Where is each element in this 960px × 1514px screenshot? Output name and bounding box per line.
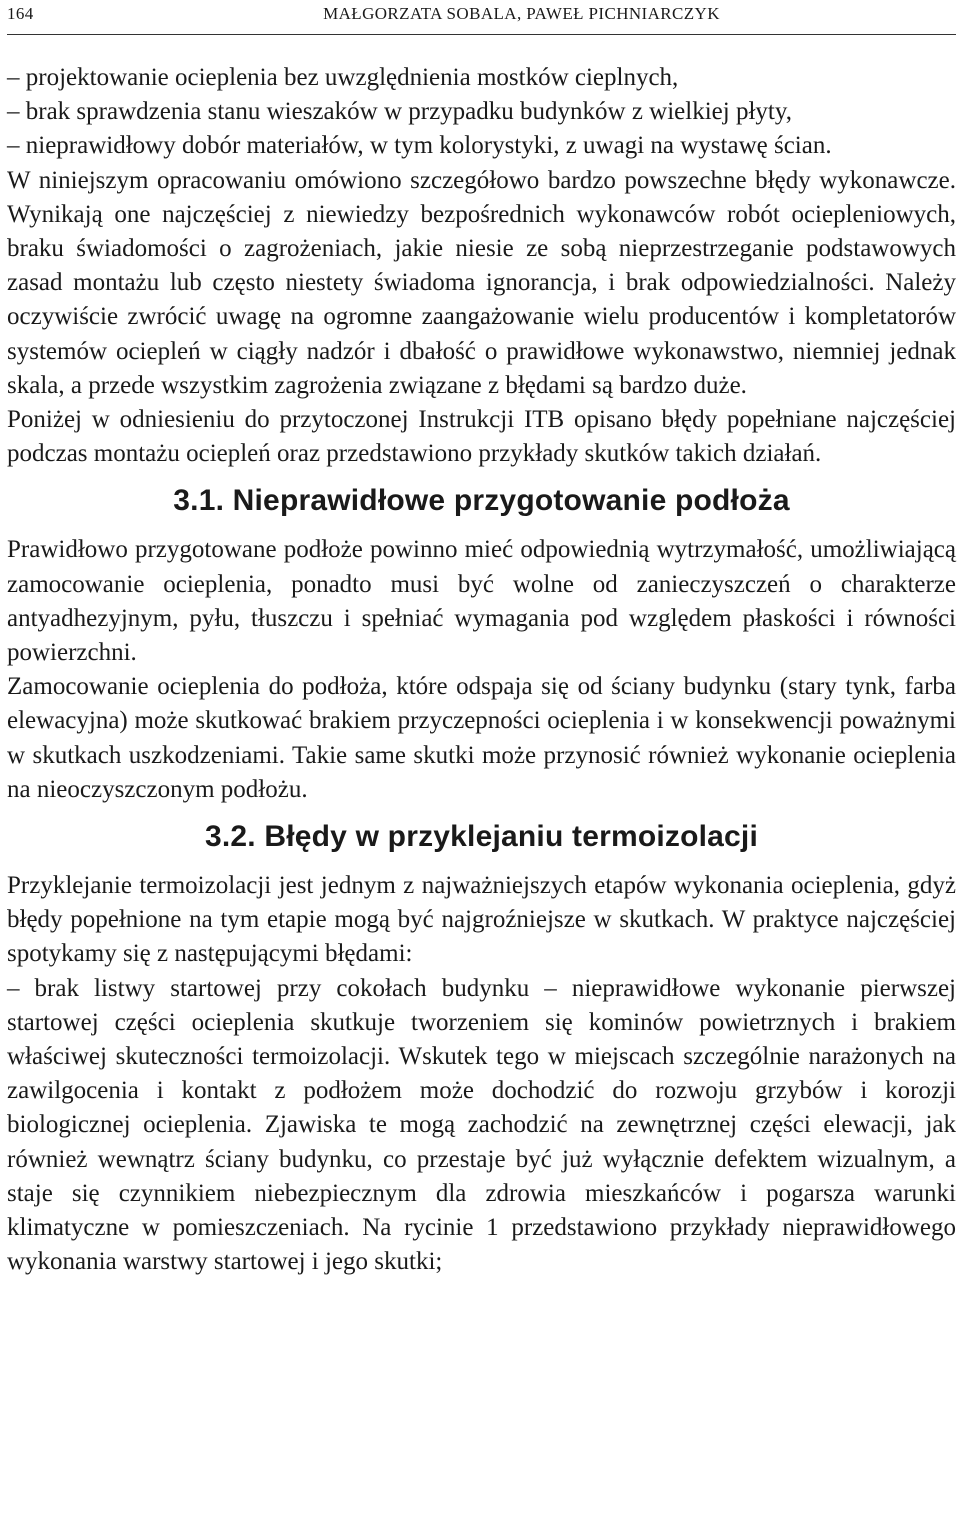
list-item: – brak sprawdzenia stanu wieszaków w przypadku budynków z wielkiej płyty, [7, 98, 792, 126]
paragraph: Przyklejanie termoizolacji jest jednym z najważniejszych etapów wykonania ocieplenia, gdyż błędy popełnione na tym etapie mogą być najgroźniejsze w skutkach. W praktyce najczęściej spotykamy się z następującymi błędami: [7, 872, 956, 968]
running-header [7, 0, 956, 35]
paragraph: Poniżej w odniesieniu do przytoczonej Instrukcji ITB opisano błędy popełniane najczęściej podczas montażu ociepleń oraz przedstawiono przykłady skutków takich działań. [7, 406, 956, 468]
document-body [7, 61, 956, 1280]
running-header-authors: MAŁGORZATA SOBALA, PAWEŁ PICHNIARCZYK [323, 4, 720, 23]
paragraph: W niniejszym opracowaniu omówiono szczegółowo bardzo powszechne błędy wykonawcze. Wynikają one najczęściej z niewiedzy bezpośrednich wykonawców robót ociepleniowych, braku świadomości o zagrożeniach, jakie niesie ze sobą nieprzestrzeganie podstawowych zasad montażu lub często niestety świadoma ignorancja, i brak odpowiedzialności. Należy oczywiście zwrócić uwagę na ogromne zaangażowanie wielu producentów i kompletatorów systemów ociepleń w ciągły nadzór i dbałość o prawidłowe wykonawstwo, niemniej jednak skala, a przede wszystkim zagrożenia związane z błędami są bardzo duże. [7, 166, 956, 399]
section-heading: 3.2. Błędy w przyklejaniu termoizolacji [205, 820, 758, 854]
page-number: 164 [7, 4, 34, 23]
list-item: – projektowanie ocieplenia bez uwzględnienia mostków cieplnych, [7, 64, 679, 91]
intro-list [7, 61, 956, 164]
section-heading: 3.1. Nieprawidłowe przygotowanie podłoża [173, 484, 790, 518]
list-item: – nieprawidłowy dobór materiałów, w tym kolorystyki, z uwagi na wystawę ścian. [7, 132, 832, 160]
paragraph: Prawidłowo przygotowane podłoże powinno mieć odpowiednią wytrzymałość, umożliwiającą zamocowanie ocieplenia, ponadto musi być wolne od zanieczyszczeń o charakterze antyadhezyjnym, pyłu, tłuszczu i spełniać wymagania pod względem płaskości i równości powierzchni. [7, 536, 956, 667]
paragraph: Zamocowanie ocieplenia do podłoża, które odspaja się od ściany budynku (stary tynk, farba elewacyjna) może skutkować brakiem przyczepności ocieplenia i w konsekwencji poważnymi w skutkach uszkodzeniami. Takie same skutki może przynosić również wykonanie ocieplenia na nieoczyszczonym podłożu. [7, 673, 956, 803]
list-item: – brak listwy startowej przy cokołach budynku – nieprawidłowe wykonanie pierwszej startowej części ocieplenia skutkuje tworzeniem się kominów powietrznych i brakiem właściwej skuteczności termoizolacji. Wskutek tego w miejscach szczególnie narażonych na zawilgocenia i kontakt z podłożem może dochodzić do rozwoju grzybów i korozji biologicznej ocieplenia. Zjawiska te mogą zachodzić na zewnętrznej części elewacji, jak również wewnątrz ściany budynku, co przestaje być już wyłącznie defektem wizualnym, a staje się czynnikiem niebezpiecznym dla zdrowia mieszkańców i pogarsza warunki klimatyczne w pomieszczeniach. Na rycinie 1 przedstawiono przykłady nieprawidłowego wykonania warstwy startowej i jego skutki; [7, 974, 956, 1276]
